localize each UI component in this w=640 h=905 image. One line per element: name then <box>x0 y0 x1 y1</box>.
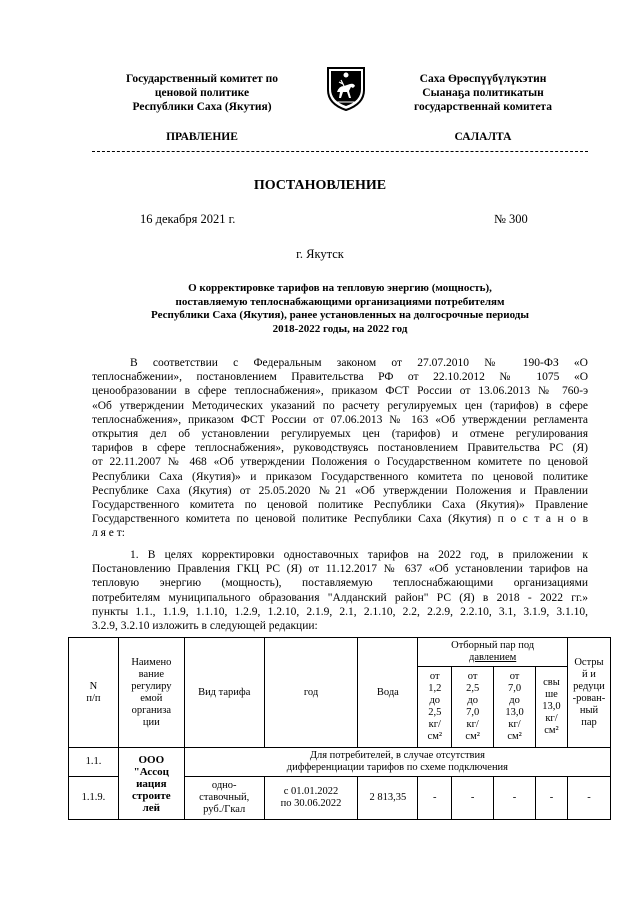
header-text: см² <box>427 731 442 742</box>
preamble-line: «Об утверждении Методических указаний по расчету регулируемых цен (тарифов) в сфере <box>92 399 588 412</box>
header-text: емой <box>140 692 163 704</box>
header-text: ше <box>545 689 558 700</box>
subject-line: Республики Саха (Якутия), ранее установленных на долгосрочные периоды <box>151 309 529 322</box>
header-text: до <box>467 695 478 706</box>
doc-subject <box>90 282 590 336</box>
org-text: "Ассоц <box>133 765 170 778</box>
header-right-sub: САЛАЛТА <box>454 131 512 143</box>
header-org <box>118 638 184 748</box>
header-text: 2,5 <box>428 707 442 718</box>
row-tariff <box>184 777 264 820</box>
header-right-line: государственнай комитета <box>414 101 552 113</box>
row-steam-4: - <box>536 777 568 820</box>
header-text: кг/ <box>466 719 479 730</box>
year-text: по 30.06.2022 <box>280 798 342 809</box>
subject-line: 2018-2022 годы, на 2022 год <box>272 322 408 335</box>
tariff-text: одно- <box>211 780 237 791</box>
header-text: давлением <box>468 652 517 663</box>
header-text: до <box>509 695 520 706</box>
header-steam-group <box>418 638 568 667</box>
header-left <box>92 72 312 114</box>
item-1-line: потребителям муниципального образования "Алданский район" РС (Я) в 2018 - 2022 гг.» <box>92 591 588 604</box>
header-text: кг/ <box>508 719 521 730</box>
header-text: вание <box>138 668 165 680</box>
preamble <box>92 356 588 541</box>
row-year <box>264 777 358 820</box>
header-text: свы <box>543 677 560 688</box>
header-text: ции <box>142 716 160 728</box>
preamble-line: тарифов в сфере теплоснабжения», руководствуясь постановлением Правительства РС (Я) <box>92 442 588 455</box>
header-left-sub: ПРАВЛЕНИЕ <box>166 131 238 143</box>
preamble-line: Государственного комитета по ценовой политике Республики Саха (Якутия)» Правление <box>92 499 588 512</box>
header-right-line: Саха Өрөспүүбүлүкэтин <box>419 73 547 85</box>
row-num: 1.1.9. <box>69 777 119 820</box>
header-text: организа <box>131 704 172 716</box>
doc-number: № 300 <box>494 212 528 226</box>
tariff-text: руб./Гкал <box>203 804 246 815</box>
preamble-line: В соответствии с Федеральным законом от 27.07.2010 № 190-ФЗ «О <box>130 357 588 369</box>
header-num <box>69 638 119 748</box>
year-text: с 01.01.2022 <box>283 786 339 797</box>
header-left-line: Государственный комитет по <box>126 73 278 85</box>
table-row <box>69 748 611 777</box>
item-1-line: Постановлению Правления ГКЦ РС (Я) от 11.12.2017 № 637 «Об установлении тарифов на <box>92 563 588 576</box>
item-1-line: тепловую энергию (мощность), поставляемую теплоснабжающими организациями <box>92 577 588 590</box>
header-right-line: Сыанаҕа политикатын <box>422 87 544 99</box>
header-tariff: Вид тарифа <box>184 638 264 748</box>
preamble-line: Республике Саха (Якутия) от 25.05.2020 №21 «Об утверждении Положения и Правлении <box>92 484 588 497</box>
item-1-line: 3.2.9, 3.2.10 изложить в следующей редакции: <box>92 620 318 633</box>
item-1-line: пункты 1.1., 1.1.9, 1.1.10, 1.2.9, 1.2.10, 2.1.9, 2.1, 2.1.10, 2.2, 2.2.9, 2.2.10, 3.1, 3.1.9, 3.1.10, <box>92 605 588 618</box>
preamble-line: теплоснабжении», постановлением Правительства РФ от 22.10.2012 № 1075 «О <box>92 371 588 384</box>
tariff-table <box>68 637 611 820</box>
header-text: до <box>429 695 441 706</box>
header-text: кг/ <box>428 719 441 730</box>
header-text: 13,0 <box>542 701 561 712</box>
header-divider <box>92 151 588 152</box>
header-text: 7,0 <box>466 707 480 718</box>
preamble-line: от 22.11.2007 № 468 «Об утверждении Положения о Государственном комитете по ценовой <box>92 456 588 469</box>
header-text: 13,0 <box>505 707 524 718</box>
header-text: Отборный пар под <box>451 640 535 651</box>
header-text: Остры <box>574 656 604 668</box>
row-steam-2: - <box>452 777 494 820</box>
preamble-line: открытия дел об установлении регулируемых цен (тарифов) и отмене регулирования <box>92 428 588 441</box>
note-text: Для потребителей, в случае отсутствия <box>309 750 485 761</box>
header-steam-1 <box>418 667 452 748</box>
org-text: лей <box>142 801 161 814</box>
header-sharp-steam <box>567 638 610 748</box>
header-text: от <box>429 671 440 682</box>
preamble-line: Государственного комитета по ценовой политике Республики Саха (Якутия) п о с т а н о в <box>92 513 588 526</box>
header-water: Вода <box>358 638 418 748</box>
header-text: см² <box>544 725 559 736</box>
preamble-line: теплоснабжения», приказом ФСТ России от 07.06.2013 № 163 «Об утверждении регламента <box>92 413 588 426</box>
note-text: дифференциации тарифов по схеме подключения <box>286 762 509 773</box>
header-text: от <box>509 671 520 682</box>
header-text: п/п <box>86 692 101 704</box>
preamble-line: л я е т: <box>92 527 125 540</box>
header-year: год <box>264 638 358 748</box>
row-num: 1.1. <box>69 748 119 777</box>
header-text: 2,5 <box>466 683 480 694</box>
doc-title: ПОСТАНОВЛЕНИЕ <box>253 178 387 193</box>
tariff-text: ставочный, <box>199 792 250 803</box>
subject-line: поставляемую теплоснабжающими организациями потребителям <box>175 295 505 308</box>
header-text: редуци <box>573 680 605 692</box>
header-text: см² <box>465 731 480 742</box>
row-note <box>184 748 610 777</box>
header-text: от <box>467 671 478 682</box>
header-text: N <box>89 680 98 692</box>
header-text: регулиру <box>131 680 172 692</box>
subject-line: О корректировке тарифов на тепловую энергию (мощность), <box>188 282 492 294</box>
header-text: 1,2 <box>428 683 442 694</box>
header-text: й и <box>582 668 596 680</box>
header-text: ный <box>579 704 599 716</box>
doc-city: г. Якутск <box>296 247 344 261</box>
preamble-line: ценообразовании в сфере теплоснабжения», приказом ФСТ России от 13.06.2013 № 760-э <box>92 385 588 398</box>
table-header-row <box>69 638 611 667</box>
row-water: 2 813,35 <box>358 777 418 820</box>
header-text: -рован- <box>572 692 606 704</box>
header-left-line: ценовой политике <box>154 87 250 99</box>
header-text: пар <box>581 716 597 728</box>
header-right <box>378 72 588 114</box>
row-steam-3: - <box>494 777 536 820</box>
row-sharp-steam: - <box>567 777 610 820</box>
coat-of-arms-emblem <box>324 64 368 112</box>
header-text: Наимено <box>131 656 172 668</box>
header-text: 7,0 <box>507 683 522 694</box>
org-text: строите <box>132 789 171 802</box>
header-text: см² <box>507 731 522 742</box>
preamble-line: Республики Саха (Якутия)» и приказом Государственного комитета по ценовой политике <box>92 470 588 483</box>
row-org <box>118 748 184 820</box>
org-text: ООО <box>138 753 165 766</box>
org-text: иация <box>136 777 167 790</box>
header-steam-2 <box>452 667 494 748</box>
header-steam-4 <box>536 667 568 748</box>
doc-date: 16 декабря 2021 г. <box>140 212 236 226</box>
item-1-line: 1. В целях корректировки одноставочных тарифов на 2022 год, в приложении к <box>130 549 588 561</box>
header-text: кг/ <box>545 713 558 724</box>
row-steam-1: - <box>418 777 452 820</box>
header-left-line: Республики Саха (Якутия) <box>132 101 272 113</box>
item-1 <box>92 548 588 633</box>
header-steam-3 <box>494 667 536 748</box>
